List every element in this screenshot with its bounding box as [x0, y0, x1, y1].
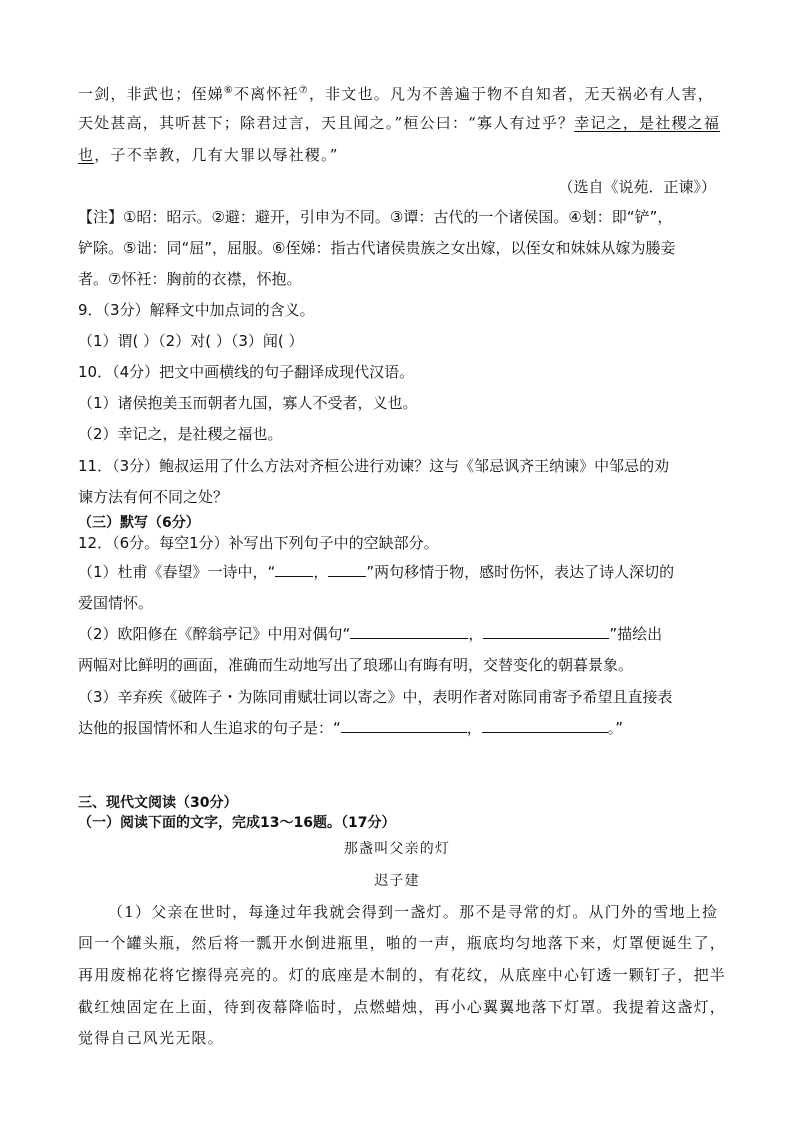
passage-line-1	[78, 80, 714, 105]
part-3-subtitle: （一）阅读下面的文字，完成13～16题。（17分）	[78, 815, 396, 831]
question-12-item-2	[78, 623, 662, 645]
question-text: （2）欧阳修在《醉翁亭记》中用对偶句“	[78, 625, 351, 643]
article-p1-line-1: （1）父亲在世时，每逢过年我就会得到一盏灯。那不是寻常的灯。从门外的雪地上捡	[108, 903, 719, 921]
question-text: 达他的报国情怀和人生追求的句子是：“	[78, 719, 341, 737]
answer-blank[interactable]	[482, 717, 608, 733]
question-text: ”描绘出	[609, 625, 663, 643]
article-p1-line-5: 觉得自己风光无限。	[78, 1029, 224, 1047]
question-12-item-2-cont: 两幅对比鲜明的画面，准确而生动地写出了琅琊山有晦有明，交替变化的朝暮景象。	[78, 656, 634, 674]
question-10-stem: 10．（4分）把文中画横线的句子翻译成现代汉语。	[78, 363, 415, 381]
notes-line-1: 【注】①昭：昭示。②避：避开，引申为不同。③谭：古代的一个诸侯国。④刬：即“铲”，	[78, 208, 673, 226]
question-12-item-3: （3）辛弃疾《破阵子・为陈同甫赋壮词以寄之》中，表明作者对陈同甫寄予希望且直接表	[78, 688, 673, 706]
article-p1-line-3: 再用废棉花将它擦得亮亮的。灯的底座是木制的，有花纹，从底座中心钉透一颗钉子，把半	[78, 966, 727, 984]
question-text: （1）杜甫《春望》一诗中，“	[78, 563, 276, 581]
answer-blank[interactable]	[275, 561, 313, 577]
part-3-title: 三、现代文阅读（30分）	[78, 795, 238, 811]
passage-text: ，非文也。凡为不善遍于物不自知者，无天祸必有人害，	[308, 85, 714, 103]
section-dictation-title: （三）默写（6分）	[78, 515, 200, 531]
answer-blank[interactable]	[328, 561, 366, 577]
passage-text: 不离怀衽	[233, 85, 299, 103]
question-9-items: （1）谓( ）（2）对( ）（3）闻( ）	[78, 332, 304, 350]
question-11-line-2: 谏方法有何不同之处？	[78, 488, 229, 506]
passage-source: （选自《说苑．正谏》）	[558, 178, 716, 196]
answer-blank[interactable]	[483, 623, 609, 639]
answer-blank[interactable]	[350, 623, 468, 639]
article-p1-line-2: 回一个罐头瓶，然后将一瓢开水倒进瓶里，啪的一声，瓶底均匀地落下来，灯罩便诞生了，	[78, 934, 727, 952]
passage-text: 天处甚高，其听甚下；除君过言，天且闻之。”桓公曰：“寡人有过乎？	[78, 114, 575, 132]
question-text: 。”	[607, 719, 624, 737]
passage-text: ，子不幸教，几有大罪以辱社稷。”	[94, 146, 339, 164]
question-12-item-3-cont	[78, 717, 623, 739]
notes-line-3: 者。⑦怀衽：胸前的衣襟，怀抱。	[78, 270, 302, 288]
article-author: 迟子建	[374, 873, 420, 889]
passage-line-2	[78, 112, 720, 134]
question-12-stem: 12．（6分。每空1分）补写出下列句子中的空缺部分。	[78, 534, 439, 552]
answer-blank[interactable]	[341, 717, 467, 733]
question-12-item-1	[78, 561, 674, 583]
question-11-line-1: 11．（3分）鲍叔运用了什么方法对齐桓公进行劝谏？这与《邹忌讽齐王纳谏》中邹忌的劝	[78, 457, 670, 475]
note-mark: ⑥	[223, 85, 234, 96]
question-10-item-2: （2）幸记之，是社稷之福也。	[78, 425, 283, 443]
passage-line-3	[78, 144, 339, 166]
question-text: ，	[468, 625, 484, 643]
question-10-item-1: （1）诸侯抱美玉而朝者九国，寡人不受者，义也。	[78, 394, 418, 412]
question-9-stem: 9．（3分）解释文中加点词的含义。	[78, 301, 315, 319]
note-mark: ⑦	[298, 85, 309, 96]
question-text: ，	[466, 719, 482, 737]
underlined-sentence: 也	[78, 146, 95, 164]
question-text: ，	[313, 563, 329, 581]
notes-line-2: 铲除。⑤诎：同“屈”，屈服。⑥侄娣：指古代诸侯贵族之女出嫁，以侄女和妹妹从嫁为媵妾	[78, 239, 676, 257]
question-12-item-1-cont: 爱国情怀。	[78, 594, 154, 612]
passage-text: 一剑，非武也；侄娣	[78, 85, 224, 103]
article-title: 那盏叫父亲的灯	[343, 841, 451, 857]
underlined-sentence: 幸记之，是社稷之福	[574, 114, 721, 132]
article-p1-line-4: 截红烛固定在上面，待到夜幕降临时，点燃蜡烛，再小心翼翼地落下灯罩。我提着这盏灯，	[78, 998, 727, 1016]
question-text: ”两句移情于物，感时伤怀，表达了诗人深切的	[366, 563, 675, 581]
